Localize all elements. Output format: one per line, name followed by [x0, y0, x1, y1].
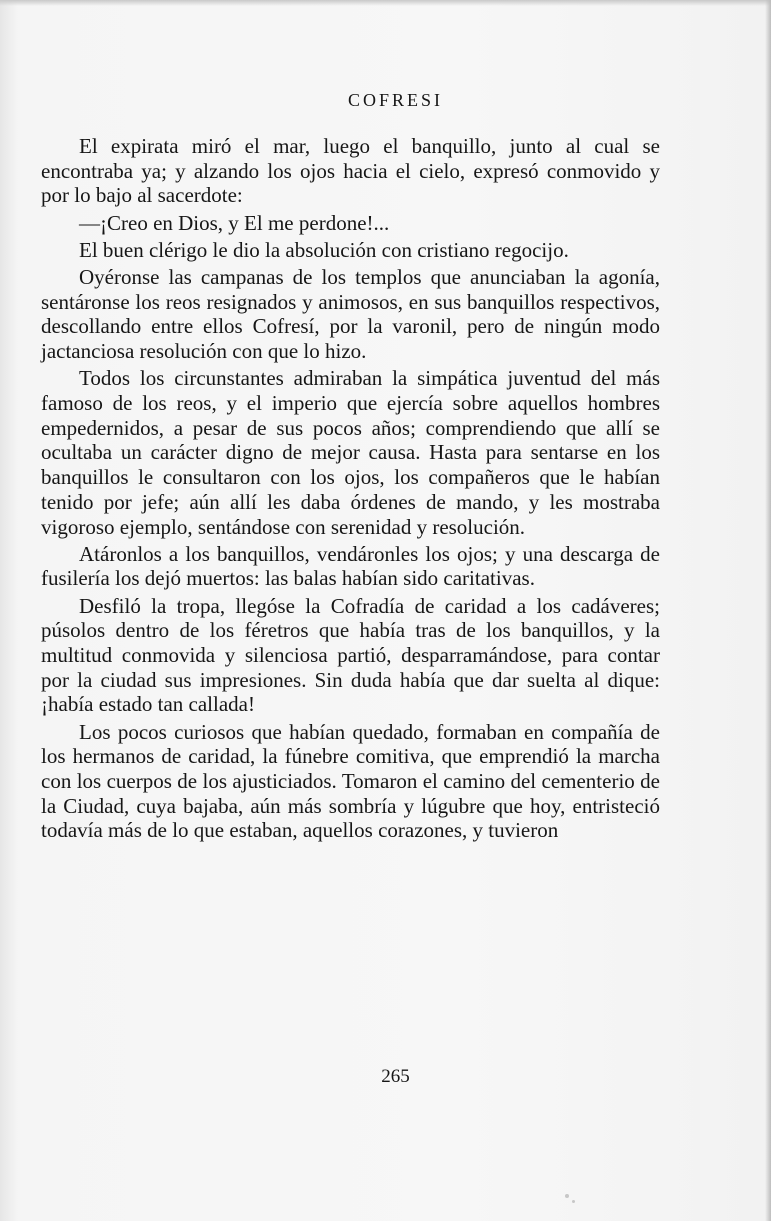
paragraph: Los pocos curiosos que habían quedado, formaban en compañía de los hermanos de caridad, la fúnebre comitiva, que emprendió la marcha con los cuerpos de los ajusticiados. Tomaron el camino del cementerio de la Ciudad, cuya bajaba, aún más sombría y lúgubre que hoy, entristeció todavía más de lo que estaban, aquellos corazones, y tuvieron	[41, 719, 660, 843]
paragraph: Atáronlos a los banquillos, vendáronles los ojos; y una descarga de fusilería los dejó muertos: las balas habían sido caritativas.	[41, 541, 660, 591]
paragraph: —¡Creo en Dios, y El me perdone!...	[79, 210, 390, 235]
paragraph: Desfiló la tropa, llegóse la Cofradía de caridad a los cadáveres; púsolos dentro de los féretros que había tras de los banquillos, y la multitud conmovida y silenciosa partió, desparramándose, para contar por la ciudad sus impresiones. Sin duda había que dar suelta al dique: ¡había estado tan callada!	[41, 593, 660, 717]
paper-speck	[565, 1194, 569, 1198]
paragraph: Oyéronse las campanas de los templos que anunciaban la agonía, sentáronse los reos resignados y animosos, en sus banquillos respectivos, descollando entre ellos Cofresí, por la varonil, pero de ningún modo jactanciosa resolución con que lo hizo.	[41, 265, 660, 364]
body-text	[41, 134, 660, 846]
page-right-shadow	[765, 0, 771, 1221]
running-head: COFRESI	[347, 90, 444, 110]
paper-speck	[572, 1200, 575, 1203]
paragraph: Todos los circunstantes admiraban la simpática juventud del más famoso de los reos, y el imperio que ejercía sobre aquellos hombres empedernidos, a pesar de sus pocos años; comprendiendo que allí se ocultaba un carácter digno de mejor causa. Hasta para sentarse en los banquillos le consultaron con los ojos, los compañeros que le habían tenido por jefe; aún allí les daba órdenes de mando, y les mostraba vigoroso ejemplo, sentándose con serenidad y resolución.	[41, 366, 660, 539]
paragraph: El expirata miró el mar, luego el banquillo, junto al cual se encontraba ya; y alzando los ojos hacia el cielo, expresó conmovido y por lo bajo al sacerdote:	[41, 134, 660, 208]
page-top-shadow	[0, 0, 771, 6]
page-number: 265	[381, 1066, 410, 1087]
paragraph: El buen clérigo le dio la absolución con cristiano regocijo.	[79, 237, 569, 262]
